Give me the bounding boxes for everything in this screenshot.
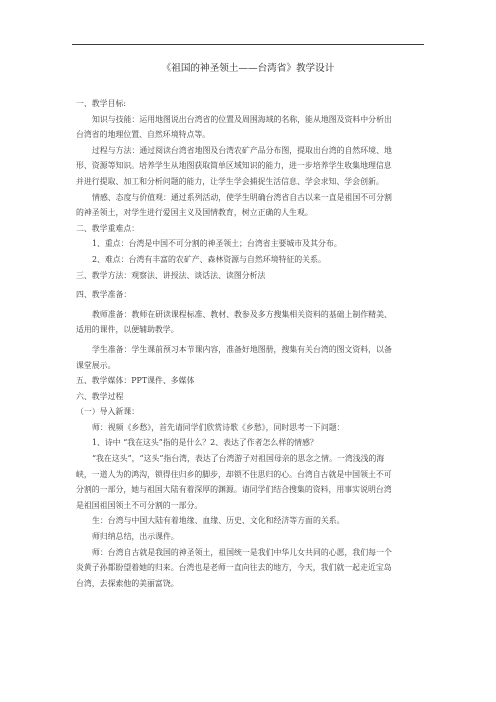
text-line: 师归纳总结，出示课件。	[92, 532, 179, 542]
document-body	[76, 96, 422, 591]
text-line: 师：视频《乡愁》，首先请同学们欣赏诗歌《乡愁》，同时思考一下问题：	[92, 422, 345, 432]
text-line: 台湾，去探索他的美丽富饶。	[76, 578, 179, 588]
text-line: 课堂展示。	[76, 360, 116, 370]
text-line: 三、教学方法：观察法、讲授法、谈话法、读图分析法	[76, 270, 266, 280]
document-title: 《祖国的神圣领土——台湾省》教学设计	[161, 63, 335, 74]
text-line: 学生准备：学生课前预习本节课内容，准备好地图册，搜集有关台湾的图文资料，以备	[92, 344, 392, 354]
text-line: 情感、态度与价值观：通过系列活动，使学生明确台湾省自古以来一直是祖国不可分割	[92, 192, 392, 202]
text-line: 五、教学媒体：PPT课件、多媒体	[76, 376, 195, 386]
text-line: 二、教学重难点：	[76, 223, 140, 233]
text-line: 形、资源等知识。培养学生从地图获取简单区域知识的能力，进一步培养学生收集地理信息	[76, 161, 392, 171]
text-line: 生：台湾与中国大陆有着地缘、血缘、历史、文化和经济等方面的关系。	[92, 516, 345, 526]
text-line: 知识与技能：运用地图说出台湾省的位置及周围海域的名称，能从地图及资料中分析出	[92, 114, 392, 124]
text-line: 台湾省的地理位置、自然环境特点等。	[76, 130, 211, 140]
text-line: 峡，一道人为的鸿沟，锁得住归乡的脚步，却锁不住思归的心。台湾自古就是中国领土不可	[76, 469, 392, 479]
text-line: 师：台湾自古就是我国的神圣领土，祖国统一是我们中华儿女共同的心愿，我们每一个	[92, 547, 392, 557]
text-line: 炎黄子孙都盼望着她的归来。台湾也是老师一直向往去的地方，今天，我们就一起走近宝岛	[76, 563, 392, 573]
text-line: 是祖国祖国领土不可分割的一部分。	[76, 500, 203, 510]
text-line: 适用的课件，以便辅助教学。	[76, 325, 179, 335]
text-line: 1、诗中 “我在这头”指的是什么？2、表达了作者怎么样的情感？	[92, 438, 318, 448]
text-line: （一）导入新课：	[76, 407, 140, 417]
text-line: “我在这头”，“这头”指台湾，表达了台湾游子对祖国母亲的思念之情。一湾浅浅的海	[92, 454, 385, 464]
text-line: 四、教学准备：	[76, 290, 132, 300]
text-line: 并进行提取、加工和分析问题的能力，让学生学会捕捉生活信息、学会求知、学会创新。	[76, 176, 384, 186]
text-line: 教师准备：教师在研读课程标准、教材、教参及多方搜集相关资料的基础上制作精美、	[92, 309, 392, 319]
text-line: 六、教学过程	[76, 391, 124, 401]
text-line: 的神圣领土，对学生进行爱国主义及国情教育，树立正确的人生观。	[76, 208, 313, 218]
text-line: 1、重点：台湾是中国不可分割的神圣领土；台湾省主要城市及其分布。	[92, 239, 342, 249]
text-line: 一、教学目标:	[76, 99, 127, 108]
text-line: 过程与方法：通过阅读台湾省地图及台湾农矿产品分布图，提取出台湾的自然环境、地	[92, 145, 392, 155]
text-line: 2、难点：台湾有丰富的农矿产、森林资源与自然环境特征的关系。	[92, 254, 326, 264]
header-rule	[72, 44, 424, 45]
text-line: 分割的一部分，她与祖国大陆有着深厚的渊源。请同学们结合搜集的资料，用事实说明台湾	[76, 485, 392, 495]
